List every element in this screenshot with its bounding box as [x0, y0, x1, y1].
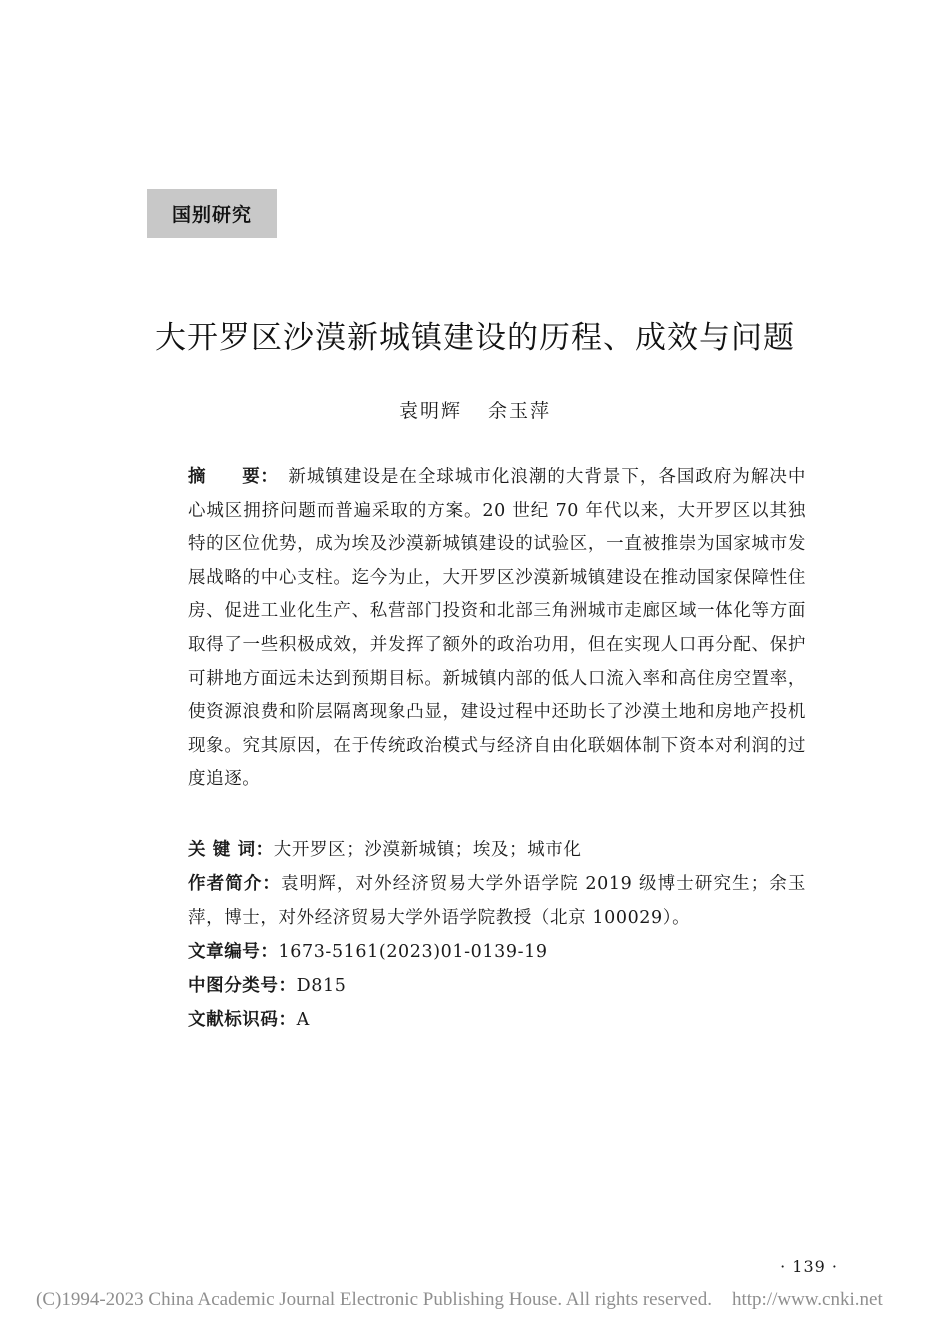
article-number — [188, 936, 806, 970]
abstract-label: 摘 要： — [188, 467, 279, 487]
document-code — [188, 1004, 806, 1038]
author-list — [0, 396, 950, 423]
page-number: · 139 · — [780, 1257, 838, 1276]
author-name: 余玉萍 — [488, 400, 552, 422]
keywords-text: 大开罗区；沙漠新城镇；埃及；城市化 — [273, 840, 582, 860]
copyright-text: (C)1994-2023 China Academic Journal Electronic Publishing House. All rights reserved. — [36, 1289, 712, 1310]
author-info — [188, 868, 806, 935]
document-code-value: A — [296, 1010, 310, 1030]
section-tag: 国别研究 — [147, 189, 277, 238]
copyright-footer — [36, 1289, 883, 1311]
abstract — [188, 461, 806, 797]
clc-number — [188, 970, 806, 1004]
abstract-text: 新城镇建设是在全球城市化浪潮的大背景下，各国政府为解决中心城区拥挤问题而普遍采取的方案。20 世纪 70 年代以来，大开罗区以其独特的区位优势，成为埃及沙漠新城镇建设的试验区，一直被推崇为国家城市发展战略的中心支柱。迄今为止，大开罗区沙漠新城镇建设在推动国家保障性住房、促进工业化生产、私营部门投资和北部三角洲城市走廊区域一体化等方面取得了一些积极成效，并发挥了额外的政治功用，但在实现人口再分配、保护可耕地方面远未达到预期目标。新城镇内部的低人口流入率和高住房空置率，使资源浪费和阶层隔离现象凸显，建设过程中还助长了沙漠土地和房地产投机现象。究其原因，在于传统政治模式与经济自由化联姻体制下资本对利润的过度追逐。 — [188, 467, 806, 790]
article-number-value: 1673-5161(2023)01-0139-19 — [278, 942, 548, 962]
article-number-label: 文章编号： — [188, 942, 279, 962]
author-info-label: 作者简介： — [188, 874, 282, 894]
keywords — [188, 834, 806, 868]
clc-label: 中图分类号： — [188, 976, 297, 996]
author-info-text: 袁明辉，对外经济贸易大学外语学院 2019 级博士研究生；余玉萍，博士，对外经济贸易大学外语学院教授（北京 100029）。 — [188, 874, 807, 928]
document-code-label: 文献标识码： — [188, 1010, 297, 1030]
author-name: 袁明辉 — [398, 400, 462, 422]
keywords-label: 关 键 词： — [188, 840, 274, 860]
clc-value: D815 — [296, 976, 347, 996]
article-title: 大开罗区沙漠新城镇建设的历程、成效与问题 — [155, 320, 795, 356]
footer-url[interactable]: http://www.cnki.net — [731, 1289, 883, 1310]
